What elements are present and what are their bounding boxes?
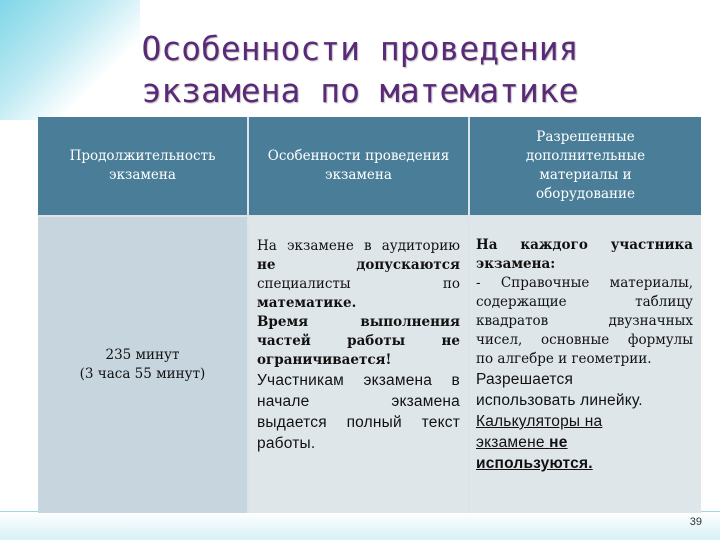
features-line: ограничивается! xyxy=(257,352,392,368)
materials-word: экзамене xyxy=(476,434,545,451)
features-line: математике. xyxy=(257,295,357,311)
materials-line: используются. xyxy=(476,455,593,472)
header-features xyxy=(249,117,468,215)
features-line: работы. xyxy=(257,435,316,452)
materials-line: Калькуляторы на xyxy=(476,413,603,430)
materials-line: по алгебре и геометрии. xyxy=(476,351,652,367)
slide-title xyxy=(0,28,720,112)
features-line: На экзамене в аудиторию xyxy=(257,238,460,254)
materials-line: Разрешается xyxy=(476,371,574,388)
materials-line xyxy=(476,432,693,453)
header-features-text: Особенности проведения экзамена xyxy=(267,148,450,183)
exam-info-table xyxy=(38,117,701,513)
materials-line: экзамена: xyxy=(476,256,556,272)
title-line-1: Особенности проведения xyxy=(141,29,579,68)
features-cell xyxy=(249,217,468,513)
features-line: частей работы не xyxy=(257,333,460,349)
features-line: Время выполнения xyxy=(257,314,460,330)
header-materials xyxy=(470,117,701,215)
materials-line: использовать линейку. xyxy=(476,392,643,409)
materials-line: - Справочные материалы, xyxy=(476,275,693,291)
duration-hours: (3 часа 55 минут) xyxy=(79,366,206,382)
header-duration xyxy=(38,117,247,215)
features-line: не допускаются xyxy=(257,257,460,273)
bottom-decoration xyxy=(0,511,720,540)
duration-minutes: 235 минут xyxy=(105,347,180,363)
features-line: специалисты по xyxy=(257,276,460,292)
materials-line: содержащие таблицу xyxy=(476,294,693,310)
header-materials-text: Разрешенные дополнительные материалы и оборудование xyxy=(525,129,646,202)
header-duration-text: Продолжительность экзамена xyxy=(69,148,216,183)
materials-cell xyxy=(470,217,701,513)
materials-line: На каждого участника xyxy=(476,237,693,253)
features-line: выдается полный текст xyxy=(257,414,460,431)
page-number: 39 xyxy=(689,516,702,528)
materials-line: квадратов двузначных xyxy=(476,313,693,329)
features-line: Участникам экзамена в xyxy=(257,372,460,389)
materials-word-bold: не xyxy=(549,434,568,451)
features-line: начале экзамена xyxy=(257,393,460,410)
title-line-2: экзамена по математике xyxy=(141,71,579,110)
duration-cell xyxy=(38,217,247,513)
materials-line: чисел, основные формулы xyxy=(476,332,693,348)
